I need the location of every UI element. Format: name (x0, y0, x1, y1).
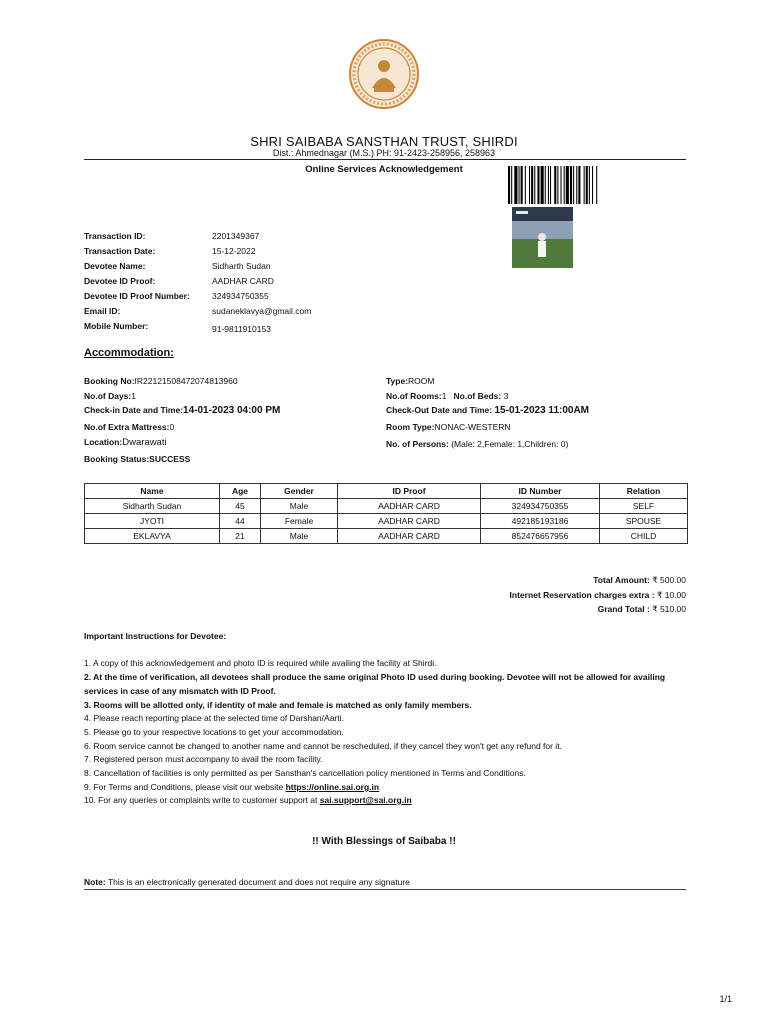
instructions-heading: Important Instructions for Devotee: (84, 631, 227, 641)
instruction-3: 3. Rooms will be allotted only, if identity of male and female is matched as only family members. (84, 700, 472, 710)
barcode-bar (586, 166, 588, 204)
barcode-bar (596, 166, 597, 204)
mobile-label: Mobile Number: (84, 321, 149, 331)
devotee-photo (512, 207, 573, 268)
room-type-label: Room Type: (386, 422, 435, 432)
id-proof-number-label: Devotee ID Proof Number: (84, 291, 190, 301)
devotee-name-label: Devotee Name: (84, 261, 146, 271)
checkout-label: Check-Out Date and Time: (386, 405, 493, 415)
barcode-bar (570, 166, 572, 204)
extra-mattress (84, 422, 174, 432)
location-value: Dwarawati (122, 437, 167, 448)
persons-label: No. of Persons: (386, 439, 449, 449)
total-amount (593, 575, 686, 586)
guest-id-number: 852476657956 (481, 529, 600, 544)
type-label: Type: (386, 376, 409, 386)
document-title: Online Services Acknowledgement (305, 164, 463, 175)
barcode-bar (548, 166, 549, 204)
internet-charges-value: ₹ 10.00 (656, 590, 686, 600)
footer-divider (84, 889, 686, 890)
booking-status (84, 454, 190, 464)
blessing-text: !! With Blessings of Saibaba !! (312, 836, 456, 847)
instruction-1: 1. A copy of this acknowledgement and photo ID is required while availing the facility at Shirdi. (84, 658, 437, 668)
transaction-date-label: Transaction Date: (84, 246, 156, 256)
beds-value: 3 (503, 391, 509, 401)
note-text: This is an electronically generated document and does not require any signature (105, 877, 410, 887)
instruction-2: 2. At the time of verification, all devotees shall produce the same original Photo ID used during booking. Devotee will not be allowed for availing services in case of any mismatch with ID Proof. (84, 672, 666, 696)
guest-relation: SELF (600, 499, 688, 514)
persons-value: (Male: 2,Female: 1,Children: 0) (451, 439, 569, 449)
barcode-bar (578, 166, 580, 204)
barcode-bar (525, 166, 526, 204)
room-type (386, 422, 511, 432)
instruction-7: 7. Registered person must accompany to avail the room facility. (84, 754, 323, 764)
total-amount-value: ₹ 500.00 (652, 575, 686, 585)
booking-number (84, 376, 238, 386)
room-type-value: NONAC-WESTERN (434, 422, 511, 432)
accommodation-heading: Accommodation: (84, 347, 174, 359)
barcode-bar (566, 166, 569, 204)
guest-id-proof: AADHAR CARD (338, 514, 481, 529)
instruction-8: 8. Cancellation of facilities is only permitted as per Sansthan's cancellation policy mentioned in Terms and Conditions. (84, 768, 526, 778)
beds-label: No.of Beds: (453, 391, 502, 401)
transaction-date-value: 15-12-2022 (212, 246, 256, 256)
total-amount-label: Total Amount: (593, 575, 650, 585)
barcode-bar (592, 166, 593, 204)
internet-charges (510, 590, 686, 601)
column-header-id-number: ID Number (481, 484, 600, 499)
instruction-9-text: 9. For Terms and Conditions, please visit our website (84, 782, 286, 792)
column-header-relation: Relation (600, 484, 688, 499)
location (84, 437, 167, 448)
id-proof-label: Devotee ID Proof: (84, 276, 156, 286)
barcode-bar (589, 166, 590, 204)
rooms-value: 1 (441, 391, 447, 401)
column-header-age: Age (220, 484, 261, 499)
footer-note (84, 877, 410, 887)
page-number: 1/1 (719, 994, 732, 1004)
booking-number-label: Booking No: (84, 376, 135, 386)
grand-total-label: Grand Total : (597, 604, 650, 614)
guest-id-proof: AADHAR CARD (338, 529, 481, 544)
instruction-6: 6. Room service cannot be changed to another name and cannot be rescheduled, if they cancel they won't get any refund for it. (84, 741, 562, 751)
barcode-bar (576, 166, 577, 204)
days-value: 1 (131, 391, 136, 401)
support-email-link[interactable]: sai.support@sai.org.in (319, 795, 412, 805)
type-value: ROOM (408, 376, 435, 386)
booking-number-value: IR22121508472074813960 (134, 376, 238, 386)
booking-status-value: SUCCESS (149, 454, 191, 464)
column-header-gender: Gender (261, 484, 338, 499)
barcode-bar (508, 166, 510, 204)
barcode-bar (554, 166, 556, 204)
guest-gender: Female (261, 514, 338, 529)
barcode-bar (529, 166, 530, 204)
grand-total (598, 604, 686, 615)
transaction-id-value: 2201349367 (212, 231, 260, 241)
table-row (85, 514, 688, 529)
barcode-bar (573, 166, 574, 204)
id-proof-value: AADHAR CARD (212, 276, 274, 286)
sansthan-seal-logo (348, 38, 420, 110)
barcode-bar (537, 166, 539, 204)
instruction-5: 5. Please go to your respective locations to get your accommodation. (84, 727, 344, 737)
header-divider (84, 159, 686, 160)
organization-address: Dist.: Ahmednagar (M.S.) PH: 91-2423-258956, 258963 (272, 148, 496, 158)
guest-table (84, 483, 688, 544)
guest-id-proof: AADHAR CARD (338, 499, 481, 514)
accommodation-type (386, 376, 435, 386)
barcode-bar (541, 166, 544, 204)
internet-charges-label: Internet Reservation charges extra : (509, 590, 655, 600)
devotee-name-value: Sidharth Sudan (212, 261, 271, 271)
instruction-10-text: 10. For any queries or complaints write to customer support at (84, 795, 320, 805)
checkin (84, 405, 280, 416)
barcode-bar (561, 166, 562, 204)
guest-gender: Male (261, 499, 338, 514)
organization-name: SHRI SAIBABA SANSTHAN TRUST, SHIRDI (250, 134, 518, 149)
guest-name: EKLAVYA (85, 529, 220, 544)
barcode-bar (531, 166, 533, 204)
checkin-label: Check-in Date and Time: (84, 405, 184, 415)
grand-total-value: ₹ 510.00 (652, 604, 686, 614)
barcode-bar (534, 166, 535, 204)
rooms-beds (386, 391, 508, 401)
barcode-bar (550, 166, 551, 204)
barcode-bar (545, 166, 546, 204)
guest-gender: Male (261, 529, 338, 544)
table-row (85, 499, 688, 514)
days-label: No.of Days: (84, 391, 132, 401)
column-header-id-proof: ID Proof (338, 484, 481, 499)
extra-mattress-label: No.of Extra Mattress: (84, 422, 170, 432)
transaction-id-label: Transaction ID: (84, 231, 146, 241)
guest-age: 45 (220, 499, 261, 514)
guest-age: 21 (220, 529, 261, 544)
mobile-value: 91-9811910153 (212, 324, 271, 334)
barcode-bar (511, 166, 512, 204)
checkin-value: 14-01-2023 04:00 PM (183, 405, 281, 416)
note-label: Note: (84, 877, 106, 887)
instruction-9 (84, 781, 688, 795)
guest-age: 44 (220, 514, 261, 529)
barcode-bar (514, 166, 517, 204)
barcode-bar (521, 166, 523, 204)
checkout (386, 405, 589, 416)
barcode-bar (584, 166, 585, 204)
website-link[interactable]: https://online.sai.org.in (285, 782, 380, 792)
booking-status-label: Booking Status: (84, 454, 150, 464)
email-label: Email ID: (84, 306, 121, 316)
barcode-bar (564, 166, 565, 204)
table-row (85, 529, 688, 544)
rooms-label: No.of Rooms: (386, 391, 442, 401)
barcode (508, 166, 686, 204)
location-label: Location: (84, 437, 123, 447)
barcode-bar (519, 166, 520, 204)
checkout-value: 15-01-2023 11:00AM (494, 405, 590, 416)
guest-name: Sidharth Sudan (85, 499, 220, 514)
column-header-name: Name (85, 484, 220, 499)
id-proof-number-value: 324934750355 (212, 291, 269, 301)
email-value: sudaneklavya@gmail.com (212, 306, 312, 316)
guest-name: JYOTI (85, 514, 220, 529)
persons (386, 439, 568, 449)
guest-id-number: 324934750355 (481, 499, 600, 514)
guest-relation: SPOUSE (600, 514, 688, 529)
table-header-row (85, 484, 688, 499)
barcode-bar (557, 166, 558, 204)
instruction-10 (84, 794, 688, 808)
extra-mattress-value: 0 (169, 422, 175, 432)
days-count (84, 391, 136, 401)
instruction-4: 4. Please reach reporting place at the selected time of Darshan/Aarti. (84, 713, 344, 723)
guest-id-number: 492185193186 (481, 514, 600, 529)
guest-relation: CHILD (600, 529, 688, 544)
